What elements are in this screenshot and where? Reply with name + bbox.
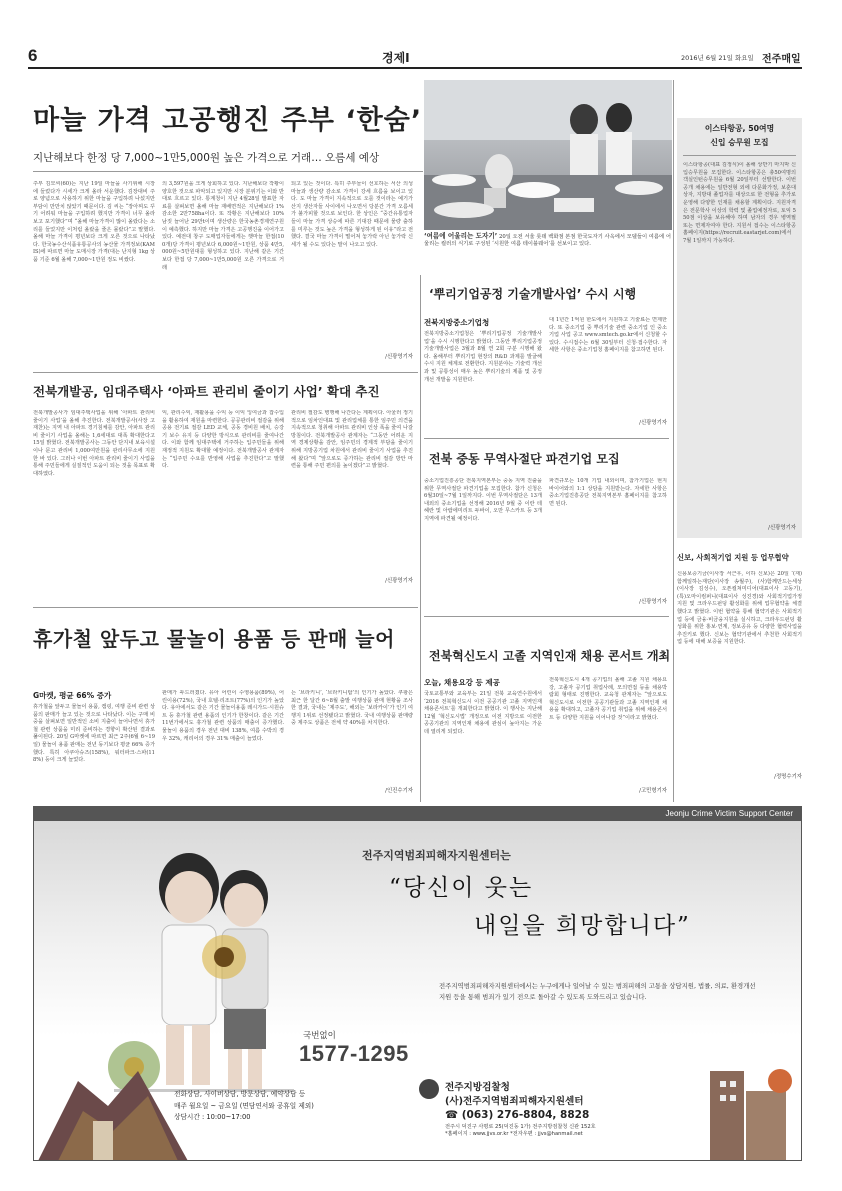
- ad-banner: [34, 807, 801, 821]
- garlic-col-1: 주부 김모씨(60)는 지난 19일 마늘을 사기위해 시장에 들렀다가 시세가 크게 올라 서운했다. 김장대비 주로 양념으로 사용하기 위한 마늘을 구입하려 나섰지만 부담이 만만치 않았기 때문이다. 김 씨는 “장아찌도 꾸기 어려워 마늘을 구입하려 했지만 가격이 너무 올라 보고 포기했다”며 “올해 마늘가격이 많이 올랐다는 소리를 들었지만 이처럼 올랐을 줄은 몰랐다”고 말했다. 올해 마늘 가격이 평년보다 크게 오른 것으로 나타났다. 한국농수산식품유통공사의 농산물 가격정보(KAMIS)에 따르면 마늘 도매시장 가격(대는 난지형 1kg 상품 기준 6월 올해 7,000~1만원 정도 비쌌다.: [33, 181, 155, 263]
- garlic-headline: 마늘 가격 고공행진 주부 ‘한숨’: [33, 105, 423, 136]
- sidebar-eastar: [677, 118, 802, 538]
- shinbo-title: 신보, 사회적기업 지원 등 업무협약: [677, 553, 789, 562]
- trade-bottom-rule: [424, 616, 669, 617]
- rnd-sub: 전북지방중소기업청: [424, 318, 490, 327]
- housing-headline: 전북개발공, 임대주택사 ‘아파트 관리비 줄이기 사업’ 확대 추진: [33, 384, 380, 399]
- hotline-number: 1577-1295: [299, 1041, 409, 1066]
- hr-col-1: [424, 677, 542, 802]
- ad-org-heading: [362, 847, 511, 863]
- header-rule: [28, 67, 802, 69]
- ad-services: [174, 1089, 394, 1124]
- hr-col-2-text: 전북혁신도시 4개 공기업의 올해 고졸 지원 채용요강, 고졸자 공기업 취업사례, 모의면접 등을 채용박람회 형태로 진행한다. 교육청 관계자는 “앞으로도 혁신도시로 이전한 공공기관들과 고졸 지역인재 채용을 확대하고, 고졸자 공기업 취업을 위해 채용콘서트 등 다양한 지원을 이어나갈 것”이라고 밝혔다.: [549, 677, 667, 721]
- eastar-text: 이스타항공(대표 김정식)이 올해 상반기 마지막 신입승무원을 모집한다. 이스타항공은 총50여명의 객실인턴승무원을 6월 20일부터 선발한다. 이번 공개 채용에는 일반전형 외에 다문화가정, 보훈대상자, 지방대 졸업자를 대상으로 한 전형을 추가로 운영해 다양한 인재를 채용할 계획이다. 지원자격은 전문학사 이상의 학력 및 졸업예정자로, 토익 550점 이상을 보유해야 하며 남자의 경우 병역필 또는 면제자여야 한다. 지원서 접수는 이스타항공 홈페이지(https://recruit.eastarjet.com)에서 7월 1일까지 가능하다.: [683, 162, 796, 244]
- hotline-label: 국번없이: [303, 1031, 336, 1041]
- page-number: 6: [28, 46, 38, 65]
- trade-col-1: 중소기업진흥공단 전북지역본부는 중동 지역 진출을 위한 무역사절단 파견기업을 모집한다. 참가 신청은 6월30일~7월 1일까지다. 이번 무역사절단은 13개 내외의 중소기업을 선정해 2016년 9월 중 이란 테헤란 및 아랍에미리트 두바이, 오만 무스카트 등 3개 지역에 파견될 예정이다.: [424, 478, 542, 522]
- hr-col-1-text: 국토교통부와 교육부는 21일 전북 교육연수원에서 ‘2016 전북혁신도시 이전 공공기관 고졸 지역인재 채용콘서트’를 개최한다고 밝혔다. 이 행사는 지난해 12월 ‘혁신도시법’ 개정으로 이전 지방으로 이전한 공공기관의 지역인재 채용에 관심이 높아지는 가운데 열리게 되었다.: [424, 691, 542, 735]
- ad-description: 전주지역범죄피해자지원센터에서는 누구에게나 일어날 수 있는 범죄피해의 고통을 상담지원, 법률, 의료, 환경개선 지원 등을 통해 범죄가 있기 전으로 돌아갈 수 있도록 도와드리고 있습니다.: [439, 982, 756, 1001]
- trade-headline: 전북 중동 무역사절단 파견기업 모집: [429, 452, 620, 466]
- hr-sub: 오늘, 채용요강 등 제공: [424, 678, 500, 687]
- issue-date: 2016년 6월 21일 화요일: [681, 54, 754, 62]
- rnd-headline: ‘뿌리기업공정 기술개발사업’ 수시 시행: [429, 287, 637, 301]
- rnd-col-2: [549, 317, 667, 435]
- vacation-sub: G마켓, 평균 66% 증가: [33, 691, 112, 700]
- sidebar-shinbo: [677, 553, 802, 803]
- rnd-col-2-text: 대 1년간 1억원 한도에서 지원하고 기술료는 면제한다. 또 중소기업 중 뿌리기술 관련 중소기업 인 중소기업 사업 공고 www.smtech.go.kr에서 신청할 수 있다. 수시접수는 6월 30일부터 신청·접수한다. 자세한 사항은 중소기업청 홈페이지를 참고하면 된다.: [549, 317, 667, 354]
- housing-byline: /신광영기자: [385, 578, 413, 584]
- housing-bottom-rule: [33, 607, 418, 608]
- ceramics-photo: [424, 80, 672, 230]
- rnd-byline: /신광영기자: [639, 420, 667, 426]
- housing-col-3: [291, 410, 413, 590]
- contact-logo: [419, 1079, 439, 1099]
- eastar-title-2: 신입 승무원 모집: [710, 138, 769, 147]
- shinbo-text: 신용보증기금(이사장 서근우, 이하 신보)은 20일 ‘(재)함께일하는재단(이사장 송월주), (사)함께만드는세상(이사장 김성수), 오픈컬쳐미디어(대표이사 고동기), (특)오마이컴퍼니(대표이사 성진경)와 사회적기업가정 지원 및 크라우드펀딩 활성화를 위해 업무협약을 체결했다고 밝혔다. 이번 협약을 통해 협약기관은 사회적기업 등에 금융·비금융지원을 실시하고, 크라우드펀딩 활성화를 위한 홍보·연계, 정보공유 등 다양한 협력사업을 추진키로 했다. 신보는 협약기관에서 추천한 사회적기업 등에 대해 보증을 지원한다.: [677, 571, 802, 646]
- building-illustration-right: [680, 1051, 800, 1161]
- eastar-title-box: [683, 118, 796, 156]
- vacation-col-3: [291, 690, 413, 800]
- ceramics-photo-illustration: [424, 80, 672, 230]
- eastar-title-1: 이스타항공, 50여명: [704, 124, 775, 133]
- trade-col-2-text: 파견규모는 10개 기업 내외이며, 참가기업은 현지 바이어와의 1:1 상담을 지원받는다. 자세한 사항은 중소기업진흥공단 전북지역본부 홈페이지를 참고하면 된다.: [549, 478, 667, 507]
- hotline-box: [299, 1029, 419, 1067]
- building-illustration: [38, 1051, 188, 1161]
- ad-slogan-line-1: “당신이 웃는: [389, 875, 534, 901]
- rnd-col-1: [424, 317, 542, 435]
- photo-caption-title: ‘여름에 어울리는 도자기’: [424, 232, 498, 240]
- vacation-col-1-text: 휴가철을 앞두고 물놀이 용품, 캠핑, 여행 준비 관련 상품의 판매가 늘고 있는 것으로 나타났다. 이는 구매 비중을 살펴보면 일반적인 소비 지출이 늘어나면서 휴가철 관련 상품을 미리 준비하는 경향이 확산된 결과로 풀이된다. 20일 G마켓에 따르면 최근 2주(6월 6~19일) 물놀이 용품 판매는 전년 동기보다 평균 66% 증가했다. 특히 아쿠아슈즈(158%), 워터파크·스파(118%) 등이 크게 늘었다.: [33, 704, 155, 764]
- garlic-bottom-rule: [33, 372, 418, 373]
- sidebar-divider: [673, 80, 674, 802]
- section-name: 경제Ⅰ: [382, 51, 410, 65]
- photo-caption: [424, 233, 672, 249]
- page-header: [28, 46, 802, 68]
- vacation-byline: /인진수기자: [385, 788, 413, 794]
- hr-headline: 전북혁신도시 고졸 지역인재 채용 콘서트 개최: [429, 649, 671, 663]
- shinbo-byline: /정명수기자: [774, 774, 802, 780]
- garlic-col-3: [291, 181, 413, 366]
- paper-name: 전주매일: [762, 54, 801, 65]
- trade-byline: /신광영기자: [639, 599, 667, 605]
- housing-col-3-text: 관리비 절감도 병행해 나간다는 계획이다. 아울러 정기적으로 임차인대표 및 관리업체를 통한 임주민 의견을 지속적으로 청취해 아파트 관리비 인상 폭을 줄여 나갈 방침이다. 전북개발공사 관계자는 “그동안 어려운 지역 경제상황을 감안, 임주민의 경제적 부담을 줄이기 위해 지방공기업 차원에서 관리비 줄이기 사업을 추진해 왔다”며 “앞으로도 증가하는 관리비 절감 방안 마련을 통해 주민 편의를 높이겠다”고 밝혔다.: [291, 410, 413, 470]
- contact-org-1: 전주지방검찰청: [445, 1082, 510, 1093]
- garlic-byline: /신광영기자: [385, 354, 413, 360]
- rnd-bottom-rule: [424, 438, 669, 439]
- ad-contact-block: [419, 1079, 679, 1137]
- ad-banner-text: Jeonju Crime Victim Support Center: [665, 809, 793, 818]
- crime-victim-ad: [33, 806, 802, 1161]
- main-divider: [420, 275, 421, 802]
- garlic-sub-rule: [33, 171, 423, 172]
- ad-org-heading-text: 전주지역범죄피해자지원센터는: [362, 849, 511, 862]
- contact-web: *홈페이지 : www.jjvs.or.kr *전자우편 : jjvs@hanmail.net: [445, 1131, 583, 1137]
- rnd-col-1-text: 전북지방중소기업청은 ‘뿌리기업공정 기술개발사업’을 수시 시행한다고 밝혔다. 그동안 뿌리기업공정 기술개발사업은 3월과 8월 연 2회 구분 시행해 왔다. 올해부터 뿌리기업 현장의 R&D 과제를 발굴해 수시 지원 체계로 전환한다. 지원분야는 기술력 개선과 및 공통성이 매우 높은 뿌리기술의 제품 및 공정개선 개발을 지원한다.: [424, 331, 542, 383]
- services-text: 전화상담, 사이버상담, 방문상담, 예약상담 등: [174, 1090, 306, 1098]
- garlic-col-3-text: 되고 있는 것이다. 특히 주부들이 선호하는 서산 의성 마늘과 생산량 감소로 가격이 강세 흐름을 보이고 있다. 도 마늘 가격이 지속적으로 오를 것이라는 예기가 산지 생산자들 사이에서 나오면서 당분간 가격 오름세가 불가피할 것으로 보인다. 한 상인은 “중간유통업자들이 마늘 가격 상승에 따른 기대감 때문에 물량 출하를 미루는 것도 높은 가격을 형성하게 된 이유”라고 전했다. 결국 마늘 가격이 떨어져 놓가락 아닌 놓가락 신세가 될 수도 있다는 말이 나오고 있다.: [291, 181, 413, 248]
- vacation-col-3-text: 는 ‘브라키니’, ‘브라키니탑’의 인기가 높았다. 쿠팡은 최근 한 달간 6~8월 출발 여행상품 판매 현황을 조사한 결과, 국내는 ‘제주도’, 해외는 ‘보라카이’가 인기 여행지 1위로 선정됐다고 밝혔다. 국내 여행상품 판매량 중 제주도 상품은 전체 약 40%를 차지한다.: [291, 690, 413, 727]
- contact-org-2: (사)전주지역범죄피해자지원센터: [445, 1096, 584, 1107]
- vacation-col-1: [33, 690, 155, 800]
- hours-label: 상담시간 : 10:00~17:00: [174, 1113, 251, 1121]
- photo-caption-text: 20일 오전 서울 롯데 백화점 본점 한국도자기 사옥에서 모델들이 여름에 어울리는 컬러의 식기로 구성된 ‘시원한 여름 테이블웨어’를 선보이고 있다.: [424, 234, 671, 248]
- contact-address: 전주시 덕진구 사평로 25(덕진동 1가) 전주지방검찰청 신관 152호: [445, 1124, 596, 1130]
- housing-col-2: 익, 관리수익, 재활용을 수익 등 이익 잉여금과 잡수입을 활용하여 재원을 마련한다. 공공관리비 절감을 위해 공용 전기료 절감 LED 교체, 공동 경비원 배치, 승강기 보수 유지 등 다양한 방식으로 관리비를 줄여나간다. 이와 함께 임대주택에 거주하는 입주민들을 위해 재정적 지원도 확대할 예정이다. 전북개발공사 관계자는 “입주민 수요를 반영해 사업을 추진한다”고 말했다.: [162, 410, 284, 470]
- vacation-headline: 휴가철 앞두고 물놀이 용품 등 판매 늘어: [33, 627, 395, 651]
- vacation-col-2: 판매가 두드러졌다. 유아 어린이 수영용품(89%), 어린이용(72%), 국내 호텔·리조트(77%)의 인기가 높았다. 유아에서도 같은 기간 물놀이용품 레시가드·시원슈트 등 휴가철 관련 용품의 인기가 한창이다. 같은 기간 11번가에서도 휴가철 관련 상품의 매출이 증가했다. 물놀이 용품의 경우 전년 대비 138%, 여름 수박의 경우 32%, 캐리어의 경우 31% 매출이 늘었다.: [162, 690, 284, 742]
- contact-phone: ☎ (063) 276-8804, 8828: [445, 1109, 590, 1121]
- trade-col-2: [549, 478, 667, 613]
- garlic-col-2: 의 3,597원을 크게 상회하고 있다. 지난해보다 작황이 양호한 것으로 파악되고 있지만 시장 분위기는 이와 반대로 흐르고 있다. 통계청이 지난 4월28일 발표한 자료를 살펴보면 올해 마늘 재배면적은 지난해보다 1% 감소한 2만758ha이다. 또 작황은 지난해보다 10% 남짓 늘어난 29만t이며 생산량은 한국농촌경제연구원이 예측했다. 하지만 마늘 가격은 고공행진을 이어가고 있다. 예전대 창구 도매업자들에게는 햇마늘 한접(100개)당 가격이 평년보다 6,000원~1만원, 상품 4만5,000원~5만원대를 형성하고 있다. 지난해 같은 기간보다 한접 당 7,000~1만5,000원 오른 가격으로 거래: [162, 181, 284, 271]
- ad-slogan-line-2: 내일을 희망합니다”: [474, 913, 691, 939]
- eastar-byline: /신광영기자: [768, 525, 796, 531]
- hr-col-2: [549, 677, 667, 802]
- hours-text: 매주 월요일 ~ 금요일 (면담연서와 공휴일 제외): [174, 1101, 314, 1110]
- housing-col-1: 전북개발공사가 임대주택사업을 위해 ‘아파트 관리비 줄이기 사업’을 올해 추진한다. 전북개발공사(사장 고재찬)는 지역 내 아파트 경기침체를 감안, 아파트 관리비 줄이기 사업을 올해는 1,6세대로 대폭 확대한다고 15일 밝혔다. 전북개발공사는 그동안 단지내 보육시설이나 문고 관리비 1,000여만원을 관리사무소에 지원한 바 있다. 그러나 이번 아파트 관리비 줄이기 사업을 통해 주민들에게 실질적인 도움이 되는 것을 목표로 확대하였다.: [33, 410, 155, 477]
- hr-byline: /고민형기자: [639, 788, 667, 794]
- garlic-subhead: 지난해보다 한정 당 7,000~1만5,000원 높은 가격으로 거래… 오름세 예상: [33, 152, 380, 164]
